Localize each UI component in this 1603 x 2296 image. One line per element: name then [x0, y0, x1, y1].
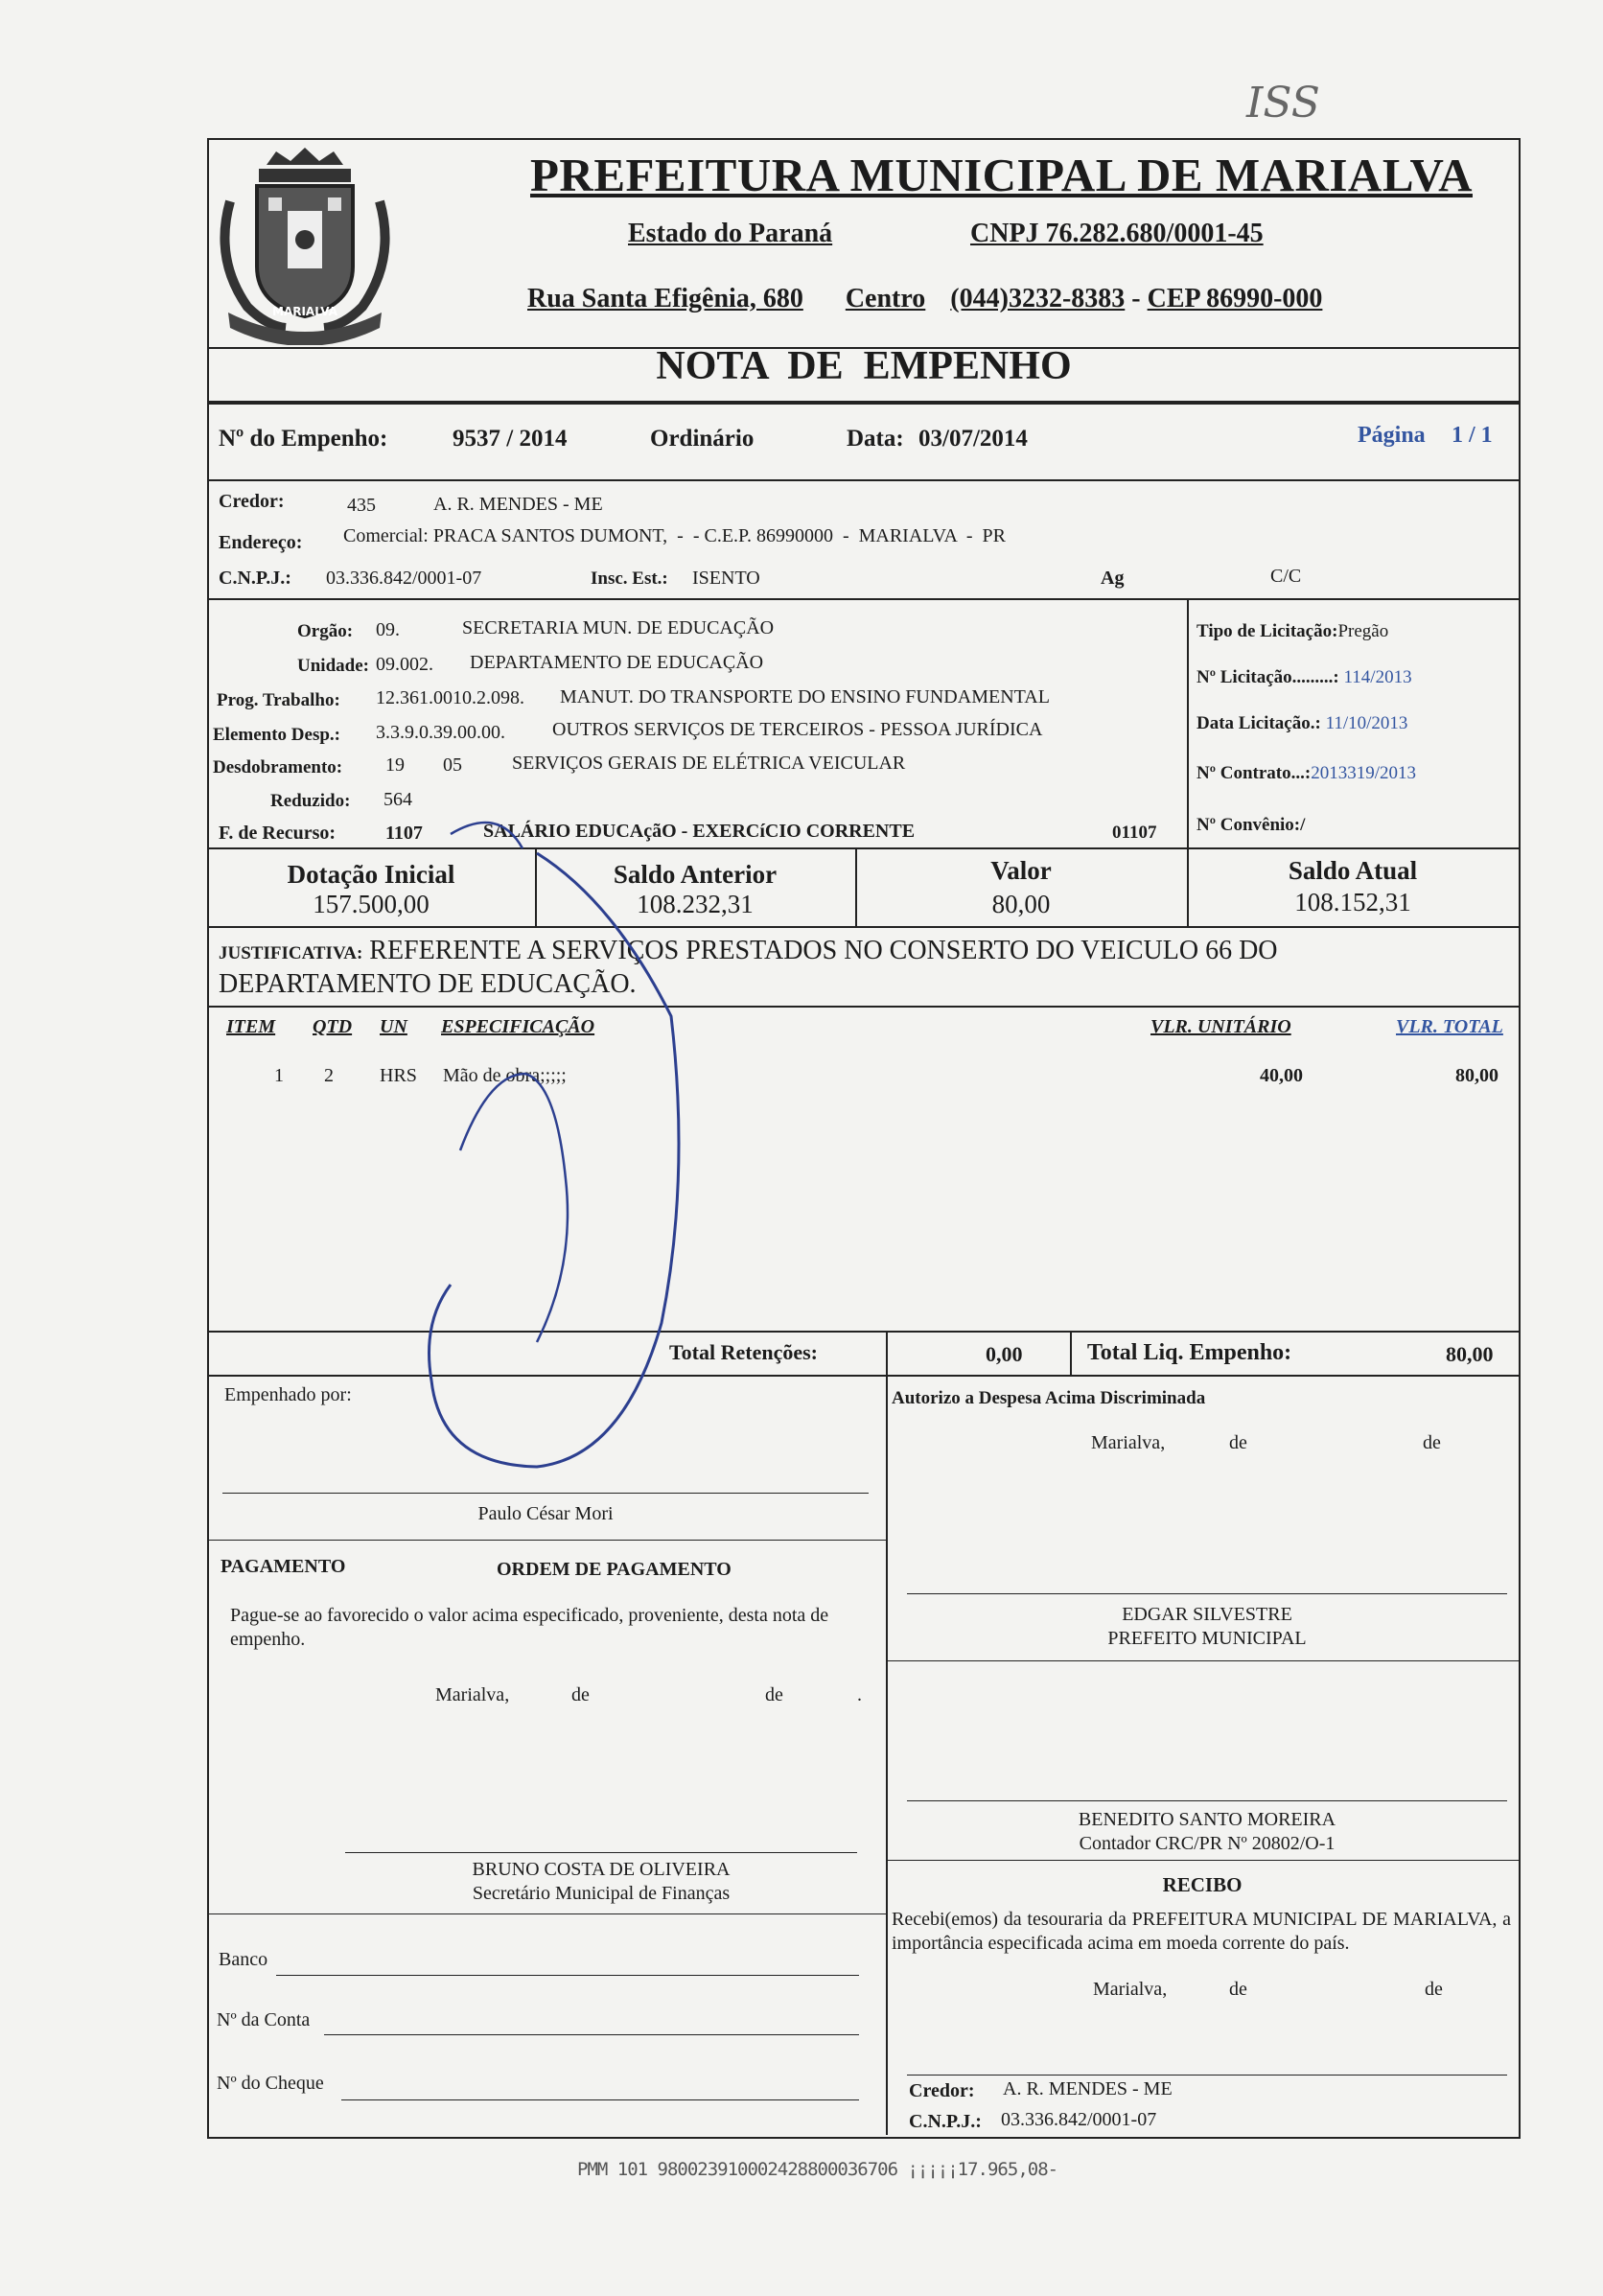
address-street: Rua Santa Efigênia, 680: [527, 284, 803, 313]
saldo-atual-value: 108.152,31: [1294, 888, 1411, 916]
desdobramento-name: SERVIÇOS GERAIS DE ELÉTRICA VEICULAR: [512, 753, 906, 774]
prog-label: Prog. Trabalho:: [217, 690, 340, 710]
orgao-name: SECRETARIA MUN. DE EDUCAÇÃO: [462, 617, 775, 638]
item-total-value: 80,00: [1455, 1065, 1498, 1086]
col-un: UN: [380, 1016, 407, 1037]
numero-label: Nº Licitação.........:: [1196, 667, 1339, 687]
numero-value: 114/2013: [1343, 667, 1412, 687]
cheque-label: Nº do Cheque: [217, 2073, 324, 2094]
credor-name: A. R. MENDES - ME: [433, 494, 603, 515]
pagamento-de1: de: [571, 1684, 590, 1705]
unidade-name: DEPARTAMENTO DE EDUCAÇÃO: [470, 652, 764, 673]
contador-title: Contador CRC/PR Nº 20802/O-1: [1079, 1833, 1336, 1854]
page-number: 1 / 1: [1452, 423, 1493, 448]
item-spec: Mão de obra;;;;;: [443, 1065, 567, 1086]
saldo-atual-label: Saldo Atual: [1288, 856, 1418, 885]
autorizo-signer-title: PREFEITO MUNICIPAL: [1107, 1628, 1307, 1649]
page-label: Página: [1358, 423, 1426, 448]
retencoes-value: 0,00: [986, 1342, 1023, 1366]
orgao-label: Orgão:: [297, 621, 354, 641]
desdobramento-code1: 19: [385, 754, 405, 776]
unidade-code: 09.002.: [376, 654, 433, 675]
autorizo-city: Marialva,: [1091, 1432, 1166, 1453]
autorizo-label: Autorizo a Despesa Acima Discriminada: [892, 1388, 1206, 1408]
desdobramento-code2: 05: [443, 754, 462, 776]
pagamento-text: Pague-se ao favorecido o valor acima especificado, proveniente, desta nota de empenho.: [230, 1605, 829, 1650]
recibo-cnpj-label: C.N.P.J.:: [909, 2111, 982, 2132]
tipo-value: Pregão: [1337, 621, 1389, 641]
col-item: ITEM: [226, 1016, 276, 1037]
header-title: PREFEITURA MUNICIPAL DE MARIALVA: [530, 149, 1473, 201]
elemento-name: OUTROS SERVIÇOS DE TERCEIROS - PESSOA JURÍDICA: [552, 719, 1043, 740]
recibo-cnpj: 03.336.842/0001-07: [1001, 2109, 1157, 2130]
recurso-code: 1107: [385, 823, 423, 844]
justificativa-line2: DEPARTAMENTO DE EDUCAÇÃO.: [219, 969, 637, 999]
item-un: HRS: [380, 1065, 417, 1086]
insc-label: Insc. Est.:: [591, 568, 668, 589]
valor-label: Valor: [990, 856, 1052, 885]
autorizo-de2: de: [1423, 1432, 1441, 1453]
empenho-type: Ordinário: [650, 426, 755, 452]
justificativa-line1: REFERENTE A SERVIÇOS PRESTADOS NO CONSERTO DO VEICULO 66 DO: [369, 936, 1278, 965]
empenho-number: 9537 / 2014: [453, 426, 568, 452]
contrato-label: Nº Contrato...:: [1196, 763, 1312, 783]
empenho-date: 03/07/2014: [918, 426, 1028, 452]
col-vlr-unitario: VLR. UNITÁRIO: [1150, 1016, 1291, 1037]
recurso-name: SALÁRIO EDUCAçãO - EXERCíCIO CORRENTE: [483, 821, 916, 842]
col-especificacao: ESPECIFICAÇÃO: [441, 1016, 595, 1037]
recurso-label: F. de Recurso:: [219, 823, 337, 844]
saldo-anterior-label: Saldo Anterior: [613, 860, 778, 889]
crest-motto: MARIALVA: [272, 305, 337, 318]
credor-label: Credor:: [219, 491, 285, 512]
header-cnpj: CNPJ 76.282.680/0001-45: [970, 219, 1264, 248]
recibo-de1: de: [1229, 1979, 1247, 2000]
recurso-extra: 01107: [1112, 823, 1157, 843]
pagamento-dot: .: [857, 1684, 862, 1705]
address-separator: -: [1131, 284, 1141, 313]
autorizo-signer-name: EDGAR SILVESTRE: [1122, 1604, 1292, 1625]
ag-label: Ag: [1101, 568, 1125, 589]
cc-label: C/C: [1270, 566, 1302, 587]
recibo-text: Recebi(emos) da tesouraria da PREFEITURA MUNICIPAL DE MARIALVA, a importância especificada acima em moeda corrente do país.: [892, 1909, 1511, 1954]
ordem-label: ORDEM DE PAGAMENTO: [497, 1559, 732, 1580]
recibo-label: RECIBO: [1162, 1873, 1243, 1896]
item-qtd: 2: [324, 1065, 334, 1086]
footer-code: PMM 101 980023910002428800036706 ¡¡¡¡¡17.965,08-: [577, 2159, 1058, 2180]
desdobramento-label: Desdobramento:: [213, 757, 343, 777]
pagamento-signer-title: Secretário Municipal de Finanças: [472, 1883, 731, 1904]
empenho-date-label: Data:: [847, 426, 904, 452]
liquido-label: Total Liq. Empenho:: [1087, 1340, 1292, 1365]
dotacao-value: 157.500,00: [313, 890, 430, 918]
pagamento-signer-name: BRUNO COSTA DE OLIVEIRA: [472, 1859, 731, 1880]
contrato-value: 2013319/2013: [1311, 763, 1416, 783]
col-qtd: QTD: [313, 1016, 353, 1037]
col-vlr-total: VLR. TOTAL: [1396, 1016, 1503, 1037]
conta-label: Nº da Conta: [217, 2009, 311, 2030]
prog-code: 12.361.0010.2.098.: [376, 687, 524, 708]
recibo-credor-label: Credor:: [909, 2080, 975, 2101]
header-state: Estado do Paraná: [628, 219, 833, 248]
credor-insc: ISENTO: [692, 568, 760, 589]
credor-cnpj: 03.336.842/0001-07: [326, 568, 482, 589]
retencoes-label: Total Retenções:: [669, 1340, 818, 1364]
empenhado-label: Empenhado por:: [224, 1384, 352, 1405]
credor-code: 435: [347, 495, 376, 516]
address-phone: (044)3232-8383: [950, 284, 1126, 313]
item-number: 1: [274, 1065, 284, 1086]
credor-endereco: Comercial: PRACA SANTOS DUMONT, - - C.E.P. 86990000 - MARIALVA - PR: [343, 525, 1006, 546]
data-label: Data Licitação.:: [1196, 713, 1321, 733]
unidade-label: Unidade:: [297, 656, 369, 676]
dotacao-label: Dotação Inicial: [287, 860, 455, 889]
address-cep: CEP 86990-000: [1147, 284, 1323, 313]
pagamento-city: Marialva,: [435, 1684, 510, 1705]
orgao-code: 09.: [376, 619, 400, 640]
empenho-number-label: Nº do Empenho:: [219, 426, 388, 452]
justificativa-label: JUSTIFICATIVA:: [219, 943, 363, 963]
prog-name: MANUT. DO TRANSPORTE DO ENSINO FUNDAMENTAL: [560, 686, 1050, 707]
recibo-city: Marialva,: [1093, 1979, 1168, 2000]
endereco-label: Endereço:: [219, 532, 303, 553]
valor-value: 80,00: [991, 890, 1051, 918]
elemento-label: Elemento Desp.:: [213, 725, 340, 745]
elemento-code: 3.3.9.0.39.00.00.: [376, 722, 505, 743]
pagamento-label: PAGAMENTO: [221, 1556, 346, 1577]
data-value: 11/10/2013: [1325, 713, 1408, 733]
recibo-credor: A. R. MENDES - ME: [1003, 2078, 1173, 2099]
reduzido-value: 564: [383, 789, 412, 810]
reduzido-label: Reduzido:: [270, 791, 351, 811]
recibo-de2: de: [1425, 1979, 1443, 2000]
banco-label: Banco: [219, 1949, 268, 1970]
autorizo-de1: de: [1229, 1432, 1247, 1453]
item-unit-value: 40,00: [1260, 1065, 1303, 1086]
handwritten-annotation: ISS: [1246, 79, 1320, 128]
tipo-label: Tipo de Licitação:: [1196, 621, 1338, 641]
contador-name: BENEDITO SANTO MOREIRA: [1078, 1809, 1336, 1830]
empenhado-name: Paulo César Mori: [477, 1503, 614, 1524]
convenio-label: Nº Convênio:/: [1196, 815, 1306, 835]
cnpj-label: C.N.P.J.:: [219, 568, 291, 589]
address-district: Centro: [845, 284, 926, 313]
liquido-value: 80,00: [1446, 1342, 1494, 1366]
doc-title: NOTA DE EMPENHO: [656, 344, 1072, 388]
pagamento-de2: de: [765, 1684, 783, 1705]
saldo-anterior-value: 108.232,31: [637, 890, 754, 918]
